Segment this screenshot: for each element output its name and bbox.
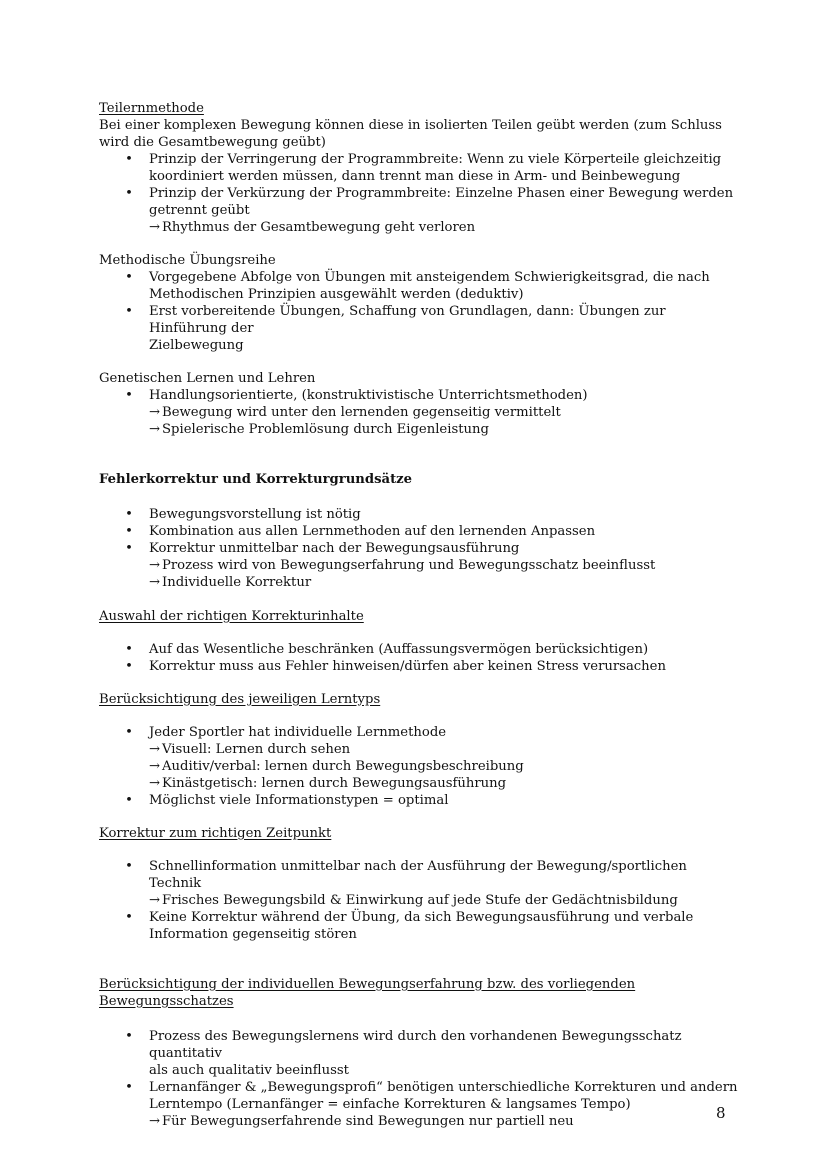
list-item-text: Möglichst viele Informationstypen = optimal	[149, 793, 449, 808]
section-heading: Genetischen Lernen und Lehren	[99, 371, 316, 386]
list-item	[99, 523, 739, 540]
bullet-list	[99, 387, 739, 438]
bullet-icon: •	[125, 642, 133, 657]
list-item-text: Methodischen Prinzipien ausgewählt werden (deduktiv)	[149, 287, 524, 302]
sub-point-text: Frisches Bewegungsbild & Einwirkung auf jede Stufe der Gedächtnisbildung	[162, 893, 678, 908]
section	[99, 370, 739, 438]
sub-point	[149, 421, 739, 438]
arrow-right-icon: →	[149, 1114, 161, 1129]
sub-point	[149, 892, 739, 909]
section	[99, 608, 739, 675]
bullet-icon: •	[125, 1080, 133, 1095]
section-heading: Methodische Übungsreihe	[99, 253, 276, 268]
bullet-icon: •	[125, 304, 133, 319]
section	[99, 825, 739, 943]
sub-point	[149, 1113, 739, 1130]
list-item-text: koordiniert werden müssen, dann trennt man diese in Arm- und Beinbewegung	[149, 169, 681, 184]
list-item	[99, 724, 739, 792]
bullet-icon: •	[125, 152, 133, 167]
bullet-list	[99, 1028, 739, 1130]
list-item-text: Bewegungsvorstellung ist nötig	[149, 507, 361, 522]
bullet-icon: •	[125, 507, 133, 522]
list-item-text: Keine Korrektur während der Übung, da sich Bewegungsausführung und verbale	[149, 910, 694, 925]
sub-point-text: Prozess wird von Bewegungserfahrung und Bewegungsschatz beeinflusst	[162, 558, 656, 573]
bullet-list	[99, 858, 739, 943]
arrow-right-icon: →	[149, 405, 161, 420]
sub-point-text: Bewegung wird unter den lernenden gegenseitig vermittelt	[162, 405, 561, 420]
list-item	[99, 387, 739, 438]
list-item-text: als auch qualitativ beeinflusst	[149, 1063, 349, 1078]
sub-point	[149, 741, 739, 758]
sub-point	[149, 404, 739, 421]
bullet-icon: •	[125, 541, 133, 556]
list-item	[99, 506, 739, 523]
section-heading: Berücksichtigung des jeweiligen Lerntyps	[99, 692, 381, 707]
page-number: 8	[716, 1104, 726, 1122]
list-item	[99, 1079, 739, 1130]
sub-point-text: Für Bewegungserfahrende sind Bewegungen nur partiell neu	[162, 1114, 574, 1129]
list-item-text: Zielbewegung	[149, 338, 244, 353]
arrow-right-icon: →	[149, 742, 161, 757]
sub-point-text: Kinästgetisch: lernen durch Bewegungsausführung	[162, 776, 507, 791]
list-item	[99, 303, 739, 354]
bullet-icon: •	[125, 725, 133, 740]
list-item-text: Lernanfänger & „Bewegungsprofi“ benötigen unterschiedliche Korrekturen und andern	[149, 1080, 738, 1095]
sub-point	[149, 775, 739, 792]
list-item-text: Prinzip der Verkürzung der Programmbreite: Einzelne Phasen einer Bewegung werden	[149, 186, 734, 201]
list-item	[99, 540, 739, 591]
section	[99, 976, 739, 1130]
section-heading: Korrektur zum richtigen Zeitpunkt	[99, 826, 332, 841]
section-heading: Teilernmethode	[99, 101, 204, 116]
list-item-text: Information gegenseitig stören	[149, 927, 357, 942]
bullet-icon: •	[125, 388, 133, 403]
section	[99, 252, 739, 354]
bullet-icon: •	[125, 1029, 133, 1044]
list-item-text: Vorgegebene Abfolge von Übungen mit ansteigendem Schwierigkeitsgrad, die nach	[149, 270, 710, 285]
list-item	[99, 1028, 739, 1079]
list-item	[99, 792, 739, 809]
bullet-list	[99, 641, 739, 675]
sub-point	[149, 557, 739, 574]
list-item-text: Erst vorbereitende Übungen, Schaffung von Grundlagen, dann: Übungen zur Hinführung der	[149, 304, 666, 336]
section	[99, 100, 739, 236]
list-item-text: Jeder Sportler hat individuelle Lernmethode	[149, 725, 447, 740]
list-item	[99, 909, 739, 943]
bullet-icon: •	[125, 793, 133, 808]
list-item-text: Korrektur muss aus Fehler hinweisen/dürfen aber keinen Stress verursachen	[149, 659, 666, 674]
section	[99, 691, 739, 809]
sub-point-text: Rhythmus der Gesamtbewegung geht verloren	[162, 220, 476, 235]
arrow-right-icon: →	[149, 893, 161, 908]
sub-point	[149, 574, 739, 591]
arrow-right-icon: →	[149, 759, 161, 774]
bullet-icon: •	[125, 186, 133, 201]
list-item	[99, 858, 739, 909]
list-item	[99, 641, 739, 658]
bullet-icon: •	[125, 910, 133, 925]
list-item	[99, 658, 739, 675]
arrow-right-icon: →	[149, 220, 161, 235]
sub-point-text: Individuelle Korrektur	[162, 575, 312, 590]
bullet-list	[99, 151, 739, 236]
list-item-text: Auf das Wesentliche beschränken (Auffassungsvermögen berücksichtigen)	[149, 642, 649, 657]
list-item	[99, 151, 739, 185]
list-item-text: Prinzip der Verringerung der Programmbreite: Wenn zu viele Körperteile gleichzeitig	[149, 152, 722, 167]
list-item-text: Lerntempo (Lernanfänger = einfache Korrekturen & langsames Tempo)	[149, 1097, 631, 1112]
bullet-list	[99, 724, 739, 809]
arrow-right-icon: →	[149, 558, 161, 573]
list-item-text: Kombination aus allen Lernmethoden auf den lernenden Anpassen	[149, 524, 596, 539]
section-paragraph: Bei einer komplexen Bewegung können diese in isolierten Teilen geübt werden (zum Schluss wird die Gesamtbewegung geübt)	[99, 118, 722, 150]
arrow-right-icon: →	[149, 575, 161, 590]
sub-point	[149, 758, 739, 775]
arrow-right-icon: →	[149, 422, 161, 437]
bullet-icon: •	[125, 270, 133, 285]
document-page	[99, 100, 739, 1130]
list-item-text: getrennt geübt	[149, 203, 250, 218]
list-item-text: Korrektur unmittelbar nach der Bewegungsausführung	[149, 541, 520, 556]
bullet-list	[99, 269, 739, 354]
sub-point-text: Spielerische Problemlösung durch Eigenleistung	[162, 422, 489, 437]
section-heading: Auswahl der richtigen Korrekturinhalte	[99, 609, 364, 624]
sub-point	[149, 219, 739, 236]
list-item	[99, 269, 739, 303]
list-item-text: Schnellinformation unmittelbar nach der Ausführung der Bewegung/sportlichen Technik	[149, 859, 687, 891]
section	[99, 471, 739, 591]
bullet-icon: •	[125, 659, 133, 674]
list-item	[99, 185, 739, 236]
section-heading: Fehlerkorrektur und Korrekturgrundsätze	[99, 472, 413, 487]
section-heading: Berücksichtigung der individuellen Bewegungserfahrung bzw. des vorliegenden Bewegungsschatzes	[99, 977, 636, 1009]
bullet-icon: •	[125, 524, 133, 539]
sub-point-text: Auditiv/verbal: lernen durch Bewegungsbeschreibung	[162, 759, 524, 774]
bullet-icon: •	[125, 859, 133, 874]
sub-point-text: Visuell: Lernen durch sehen	[162, 742, 351, 757]
arrow-right-icon: →	[149, 776, 161, 791]
list-item-text: Prozess des Bewegungslernens wird durch den vorhandenen Bewegungsschatz quantitativ	[149, 1029, 682, 1061]
list-item-text: Handlungsorientierte, (konstruktivistische Unterrichtsmethoden)	[149, 388, 588, 403]
bullet-list	[99, 506, 739, 591]
